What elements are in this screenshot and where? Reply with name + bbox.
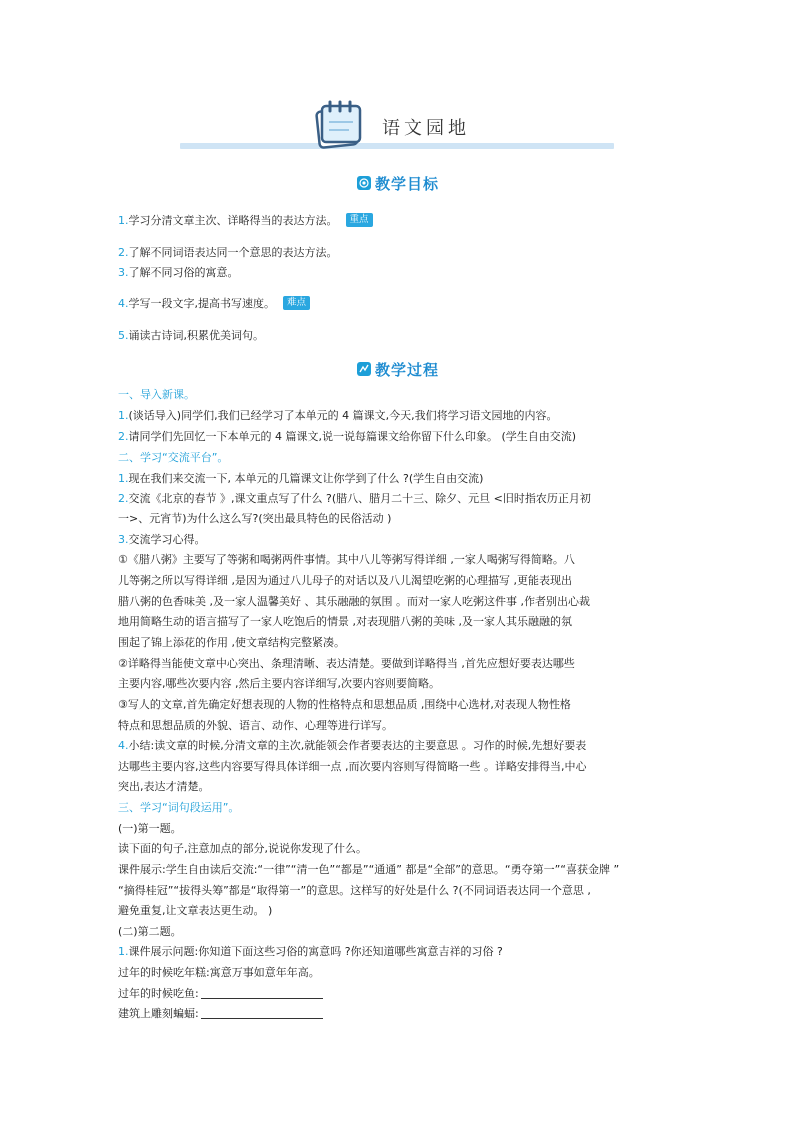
page-title: 语文园地 [382, 118, 470, 139]
goal-item: 1. 学习分清文章主次、详略得当的表达方法。 重点 [118, 212, 373, 228]
paragraph-line: “摘得桂冠”“拔得头筹”都是“取得第一”的意思。这样写的好处是什么 ?(不同词语表达同一个意思 , [118, 884, 591, 897]
notebook-icon [314, 100, 366, 150]
paragraph-line: ②详略得当能使文章中心突出、条理清晰、表达清楚。要做到详略得当 ,首先应想好要表达哪些 [118, 657, 575, 670]
paragraph-line: 1.(谈话导入)同学们,我们已经学习了本单元的 4 篇课文,今天,我们将学习语文园地的内容。 [118, 409, 558, 422]
paragraph-line: 主要内容,哪些次要内容 ,然后主要内容详细写,次要内容则要简略。 [118, 677, 440, 690]
paragraph-line: (二)第二题。 [118, 925, 182, 938]
fill-in-line: 过年的时候吃鱼: [118, 987, 323, 1001]
process-heading-text: 教学过程 [375, 360, 440, 379]
title-banner [180, 100, 614, 152]
paragraph-line: 儿等粥之所以写得详细 ,是因为通过八儿母子的对话以及八儿渴望吃粥的心理描写 ,更能表现出 [118, 574, 572, 587]
paragraph-line: 特点和思想品质的外貌、语言、动作、心理等进行详写。 [118, 719, 393, 732]
paragraph-line: (一)第一题。 [118, 822, 182, 835]
paragraph-line: 4.小结:读文章的时候,分清文章的主次,就能领会作者要表达的主要意思 。习作的时候,先想好要表 [118, 739, 587, 752]
difficulty-badge: 难点 [283, 296, 310, 310]
paragraph-line: ③写人的文章,首先确定好想表现的人物的性格特点和思想品质 ,围绕中心选材,对表现人物性格 [118, 698, 571, 711]
paragraph-line: 1.现在我们来交流一下, 本单元的几篇课文让你学到了什么 ?(学生自由交流) [118, 472, 484, 485]
fill-in-line: 建筑上雕刻蝙蝠: [118, 1007, 323, 1021]
paragraph-line: 课件展示:学生自由读后交流:“一律”“清一色”“都是”“通通” 都是“全部”的意思。“勇夺第一”“喜获金牌 ” [118, 863, 620, 876]
paragraph-line: ①《腊八粥》主要写了等粥和喝粥两件事情。其中八儿等粥写得详细 ,一家人喝粥写得简略。八 [118, 553, 575, 566]
paragraph-line: 避免重复,让文章表达更生动。 ) [118, 904, 273, 917]
paragraph-line: 读下面的句子,注意加点的部分,说说你发现了什么。 [118, 842, 367, 855]
banner-underline [180, 143, 614, 149]
answer-blank[interactable] [201, 1018, 323, 1019]
goal-item: 3. 了解不同习俗的寓意。 [118, 265, 239, 279]
goal-item: 2. 了解不同词语表达同一个意思的表达方法。 [118, 245, 338, 259]
target-icon [357, 176, 371, 190]
step-2-title: 二、学习“交流平台”。 [118, 451, 229, 464]
paragraph-line: 一>、元宵节)为什么这么写?(突出最具特色的民俗活动 ) [118, 512, 392, 525]
goals-heading-text: 教学目标 [375, 174, 440, 193]
paragraph-line: 1.课件展示问题:你知道下面这些习俗的寓意吗 ?你还知道哪些寓意吉祥的习俗 ? [118, 945, 503, 958]
paragraph-line: 突出,表达才清楚。 [118, 780, 210, 793]
paragraph-line: 2.交流《北京的春节 》,课文重点写了什么 ?(腊八、腊月二十三、除夕、元旦 <旧时指农历正月初 [118, 492, 591, 505]
step-3-title: 三、学习“词句段运用”。 [118, 801, 240, 814]
goal-item: 5. 诵读古诗词,积累优美词句。 [118, 328, 264, 342]
paragraph-line: 2.请同学们先回忆一下本单元的 4 篇课文,说一说每篇课文给你留下什么印象。 (学生自由交流) [118, 430, 577, 443]
paragraph-line: 腊八粥的色香味美 ,及一家人温馨美好 、其乐融融的氛围 。而对一家人吃粥这件事 ,作者别出心裁 [118, 595, 590, 608]
step-1-title: 一、导入新课。 [118, 388, 195, 401]
process-icon [357, 362, 371, 376]
key-point-badge: 重点 [346, 213, 373, 227]
process-heading [357, 359, 439, 379]
paragraph-line: 围起了锦上添花的作用 ,使文章结构完整紧凑。 [118, 636, 345, 649]
paragraph-line: 3.交流学习心得。 [118, 533, 206, 546]
goal-item: 4. 学写一段文字,提高书写速度。 难点 [118, 295, 310, 311]
paragraph-line: 过年的时候吃年糕:寓意万事如意年年高。 [118, 966, 320, 979]
answer-blank[interactable] [201, 998, 323, 999]
goals-heading [357, 173, 439, 193]
paragraph-line: 达哪些主要内容,这些内容要写得具体详细一点 ,而次要内容则写得简略一些 。详略安排得当,中心 [118, 760, 587, 773]
paragraph-line: 地用简略生动的语言描写了一家人吃饱后的情景 ,对表现腊八粥的美味 ,及一家人其乐融融的氛 [118, 615, 572, 628]
